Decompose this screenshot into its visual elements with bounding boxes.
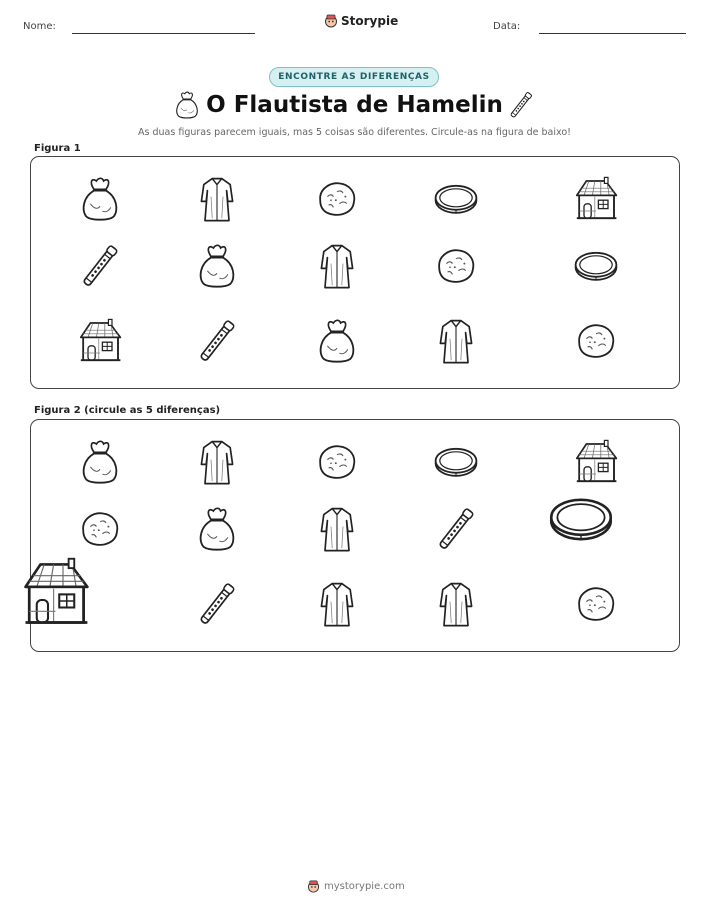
figure1-item[interactable]: [193, 175, 241, 223]
flute-icon: [193, 317, 241, 365]
figure2-item[interactable]: [432, 438, 480, 486]
bag-icon: [193, 242, 241, 290]
figure2-label: Figura 2 (circule as 5 diferenças): [34, 405, 221, 416]
figure1-item[interactable]: [76, 175, 124, 223]
figure1-item[interactable]: [432, 242, 480, 290]
storypie-mascot-icon: [324, 14, 338, 28]
robe-icon: [432, 580, 480, 628]
figure1-item[interactable]: [313, 242, 361, 290]
bag-icon: [76, 438, 124, 486]
coin-icon: [432, 438, 480, 486]
flute-icon: [76, 242, 124, 290]
brand-logo: [324, 14, 398, 28]
figure2-item[interactable]: [432, 580, 480, 628]
figure2-panel: [30, 419, 680, 652]
figure1-item[interactable]: [572, 242, 620, 290]
instructions: As duas figuras parecem iguais, mas 5 coisas são diferentes. Circule-as na figura de baixo!: [138, 127, 571, 138]
bread-icon: [76, 505, 124, 553]
bread-icon: [313, 175, 361, 223]
figure2-item[interactable]: [572, 580, 620, 628]
house-icon: [572, 175, 620, 223]
coin-icon: [546, 484, 616, 554]
name-label: Nome:: [23, 21, 56, 32]
figure1-label: Figura 1: [34, 143, 81, 154]
bag-icon: [193, 505, 241, 553]
figure2-item[interactable]: [572, 438, 620, 486]
figure1-item[interactable]: [432, 317, 480, 365]
robe-icon: [193, 175, 241, 223]
figure2-item[interactable]: [193, 438, 241, 486]
figure1-item[interactable]: [193, 317, 241, 365]
figure1-item[interactable]: [572, 317, 620, 365]
footer: [307, 880, 405, 893]
robe-icon: [313, 505, 361, 553]
storypie-mascot-icon: [307, 880, 320, 893]
figure1-panel: [30, 156, 680, 389]
figure2-item[interactable]: [313, 438, 361, 486]
house-icon: [76, 317, 124, 365]
robe-icon: [193, 438, 241, 486]
footer-url[interactable]: mystorypie.com: [324, 881, 405, 892]
name-line[interactable]: [72, 33, 255, 34]
figure1-item[interactable]: [193, 242, 241, 290]
flute-icon: [506, 90, 536, 120]
figure1-item[interactable]: [313, 175, 361, 223]
house-icon: [18, 555, 93, 630]
coin-icon: [572, 242, 620, 290]
figure2-item[interactable]: [18, 555, 93, 630]
figure1-item[interactable]: [313, 317, 361, 365]
figure1-item[interactable]: [572, 175, 620, 223]
figure2-item[interactable]: [313, 505, 361, 553]
brand-name: Storypie: [341, 14, 399, 28]
figure1-item[interactable]: [76, 242, 124, 290]
date-label: Data:: [493, 21, 521, 32]
date-line[interactable]: [539, 33, 686, 34]
robe-icon: [313, 580, 361, 628]
figure2-item[interactable]: [76, 438, 124, 486]
figure2-item[interactable]: [193, 505, 241, 553]
page-title: O Flautista de Hamelin: [206, 92, 503, 118]
figure1-item[interactable]: [76, 317, 124, 365]
figure2-item[interactable]: [193, 580, 241, 628]
house-icon: [572, 438, 620, 486]
bag-icon: [76, 175, 124, 223]
bag-icon: [313, 317, 361, 365]
bread-icon: [572, 580, 620, 628]
coin-icon: [432, 175, 480, 223]
figure1-item[interactable]: [432, 175, 480, 223]
bread-icon: [313, 438, 361, 486]
flute-icon: [193, 580, 241, 628]
bread-icon: [432, 242, 480, 290]
flute-icon: [432, 505, 480, 553]
figure2-item[interactable]: [546, 484, 616, 554]
figure2-item[interactable]: [76, 505, 124, 553]
activity-badge: ENCONTRE AS DIFERENÇAS: [269, 67, 439, 87]
figure2-item[interactable]: [313, 580, 361, 628]
robe-icon: [313, 242, 361, 290]
figure2-item[interactable]: [432, 505, 480, 553]
bread-icon: [572, 317, 620, 365]
robe-icon: [432, 317, 480, 365]
